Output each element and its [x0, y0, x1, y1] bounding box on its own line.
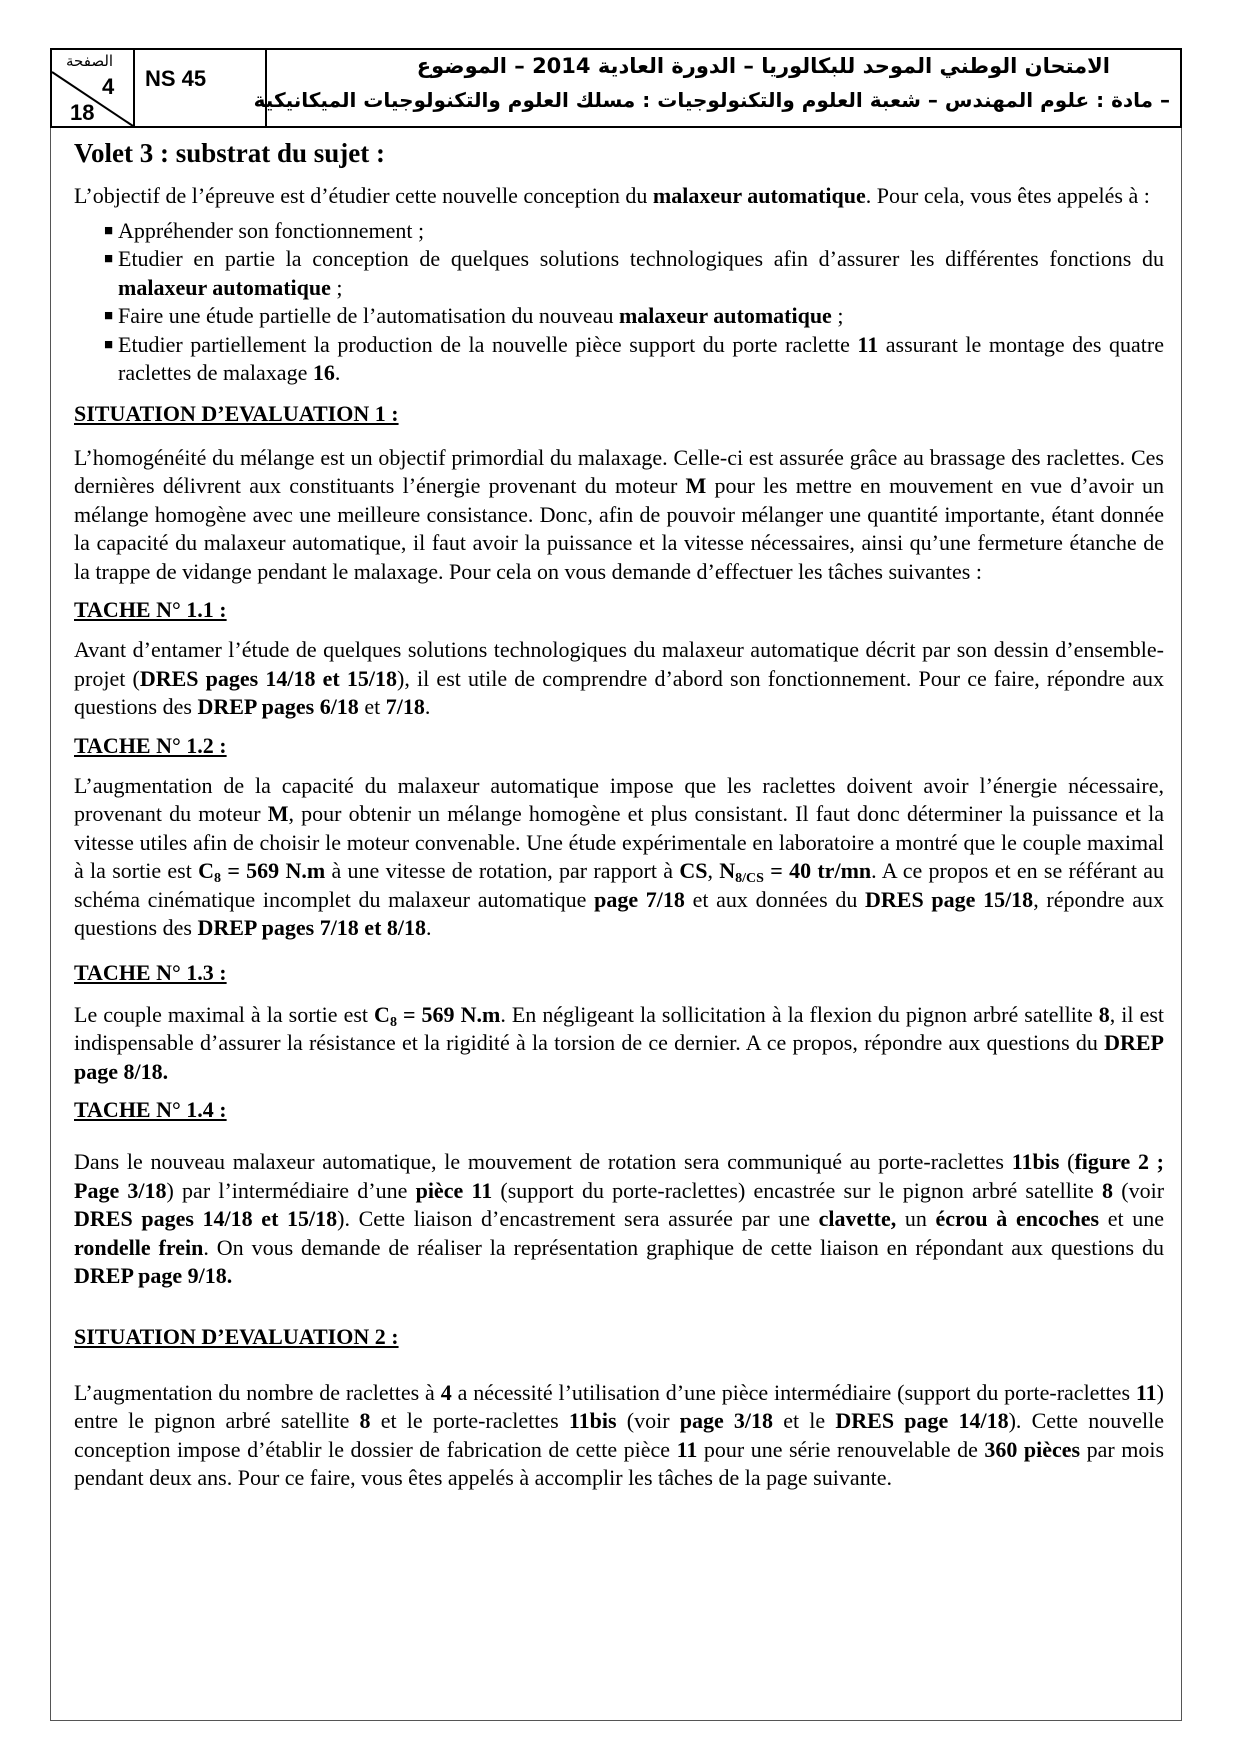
- bullet-square-icon: ■: [104, 336, 114, 353]
- list-item: ■ Appréhender son fonctionnement ;: [74, 217, 1164, 246]
- list-item: ■ Faire une étude partielle de l’automatisation du nouveau malaxeur automatique ;: [74, 302, 1164, 331]
- objectives-list: [74, 217, 1164, 388]
- list-item: ■ Etudier en partie la conception de quelques solutions technologiques afin d’assurer les différentes fonctions du malaxeur automatique ;: [104, 246, 1164, 300]
- section-title: Volet 3 : substrat du sujet :: [74, 138, 386, 168]
- page-content: [74, 136, 1164, 1493]
- intro-paragraph: L’objectif de l’épreuve est d’étudier cette nouvelle conception du malaxeur automatique. Pour cela, vous êtes appelés à :: [74, 183, 1150, 208]
- task14-heading: TACHE N° 1.4 :: [74, 1097, 227, 1122]
- task11-paragraph: Avant d’entamer l’étude de quelques solutions technologiques du malaxeur automatique décrit par son dessin d’ensemble-projet (DRES pages 14/18 et 15/18), il est utile de comprendre d’abord son fonctionnement. Pour ce faire, répondre aux questions des DREP pages 6/18 et 7/18.: [74, 637, 1164, 719]
- task13-heading: TACHE N° 1.3 :: [74, 959, 227, 985]
- bullet-square-icon: ■: [104, 308, 114, 324]
- task11-heading: TACHE N° 1.1 :: [74, 597, 227, 622]
- page-current: 4: [102, 74, 115, 99]
- situation2-paragraph: L’augmentation du nombre de raclettes à 4 a nécessité l’utilisation d’une pièce intermédiaire (support du porte-raclettes 11) entre le pignon arbré satellite 8 et le porte-raclettes 11bis (voir page 3/18 et le DRES page 14/18). Cette nouvelle conception impose d’établir le dossier de fabrication de cette pièce 11 pour une série renouvelable de 360 pièces par mois pendant deux ans. Pour ce faire, vous êtes appelés à accomplir les tâches de la page suivante.: [74, 1379, 1165, 1490]
- exam-code-box: [133, 50, 267, 126]
- task13-paragraph: Le couple maximal à la sortie est $C_8 = 569$ N.m. En négligeant la sollicitation à la flexion du pignon arbré satellite 8, il est indispensable d’assurer la résistance et la rigidité à la torsion de ce dernier. A ce propos, répondre aux questions du DREP page 8/18.: [74, 1001, 1165, 1084]
- task14-paragraph: Dans le nouveau malaxeur automatique, le mouvement de rotation sera communiqué au porte-raclettes 11bis (figure 2 ; Page 3/18) par l’intermédiaire d’une pièce 11 (support du porte-raclettes) encastrée sur le pignon arbré satellite 8 (voir DRES pages 14/18 et 15/18). Cette liaison d’encastrement sera assurée par une clavette, un écrou à encoches et une rondelle frein. On vous demande de réaliser la représentation graphique de cette liaison en répondant aux questions du DREP page 9/18.: [74, 1149, 1165, 1288]
- page-header: [50, 48, 1182, 128]
- exam-title-line1: الامتحان الوطني الموحد للبكالوريا – الدورة العادية 2014 – الموضوع: [416, 54, 1110, 78]
- bullet-square-icon: ■: [104, 251, 114, 267]
- situation1-heading: SITUATION D’EVALUATION 1 :: [74, 400, 399, 426]
- situation1-paragraph: L’homogénéité du mélange est un objectif primordial du malaxage. Celle-ci est assurée grâce au brassage des raclettes. Ces dernières délivrent aux constituants l’énergie provenant du moteur M pour les mettre en mouvement en vue d’avoir un mélange homogène avec une meilleure consistance. Donc, afin de pouvoir mélanger une quantité importante, étant donnée la capacité du malaxeur automatique, il faut avoir la puissance et la vitesse nécessaires, ainsi qu’une fermeture étanche de la trappe de vidange pendant le malaxage. Pour cela on vous demande d’effectuer les tâches suivantes :: [74, 444, 1164, 584]
- exam-title-line2: – مادة : علوم المهندس – شعبة العلوم والتكنولوجيات : مسلك العلوم والتكنولوجيات الميكانيكية: [253, 88, 1170, 112]
- task12-heading: TACHE N° 1.2 :: [74, 732, 227, 758]
- exam-title-box: [253, 50, 1180, 126]
- bullet-square-icon: ■: [104, 222, 114, 239]
- task12-paragraph: L’augmentation de la capacité du malaxeur automatique impose que les raclettes doivent avoir l’énergie nécessaire, provenant du moteur M, pour obtenir un mélange homogène et plus consistant. Il faut donc déterminer la puissance et la vitesse utiles afin de choisir le moteur convenable. Une étude expérimentale en laboratoire a montré que le couple maximal à la sortie est $C_8 = 569$ N.m à une vitesse de rotation, par rapport à CS, $N_{8/CS} = 40$ tr/mn. A ce propos et en se référant au schéma cinématique incomplet du malaxeur automatique page 7/18 et aux données du DRES page 15/18, répondre aux questions des DREP pages 7/18 et 8/18.: [74, 772, 1165, 940]
- page-number-box: [52, 50, 135, 126]
- page-label: الصفحة: [66, 52, 114, 70]
- exam-code: NS 45: [145, 66, 207, 91]
- list-item: ■ Etudier partiellement la production de la nouvelle pièce support du porte raclette 11 assurant le montage des quatre raclettes de malaxage 16.: [104, 331, 1164, 385]
- situation2-heading: SITUATION D’EVALUATION 2 :: [74, 1323, 399, 1349]
- page-total: 18: [70, 100, 95, 125]
